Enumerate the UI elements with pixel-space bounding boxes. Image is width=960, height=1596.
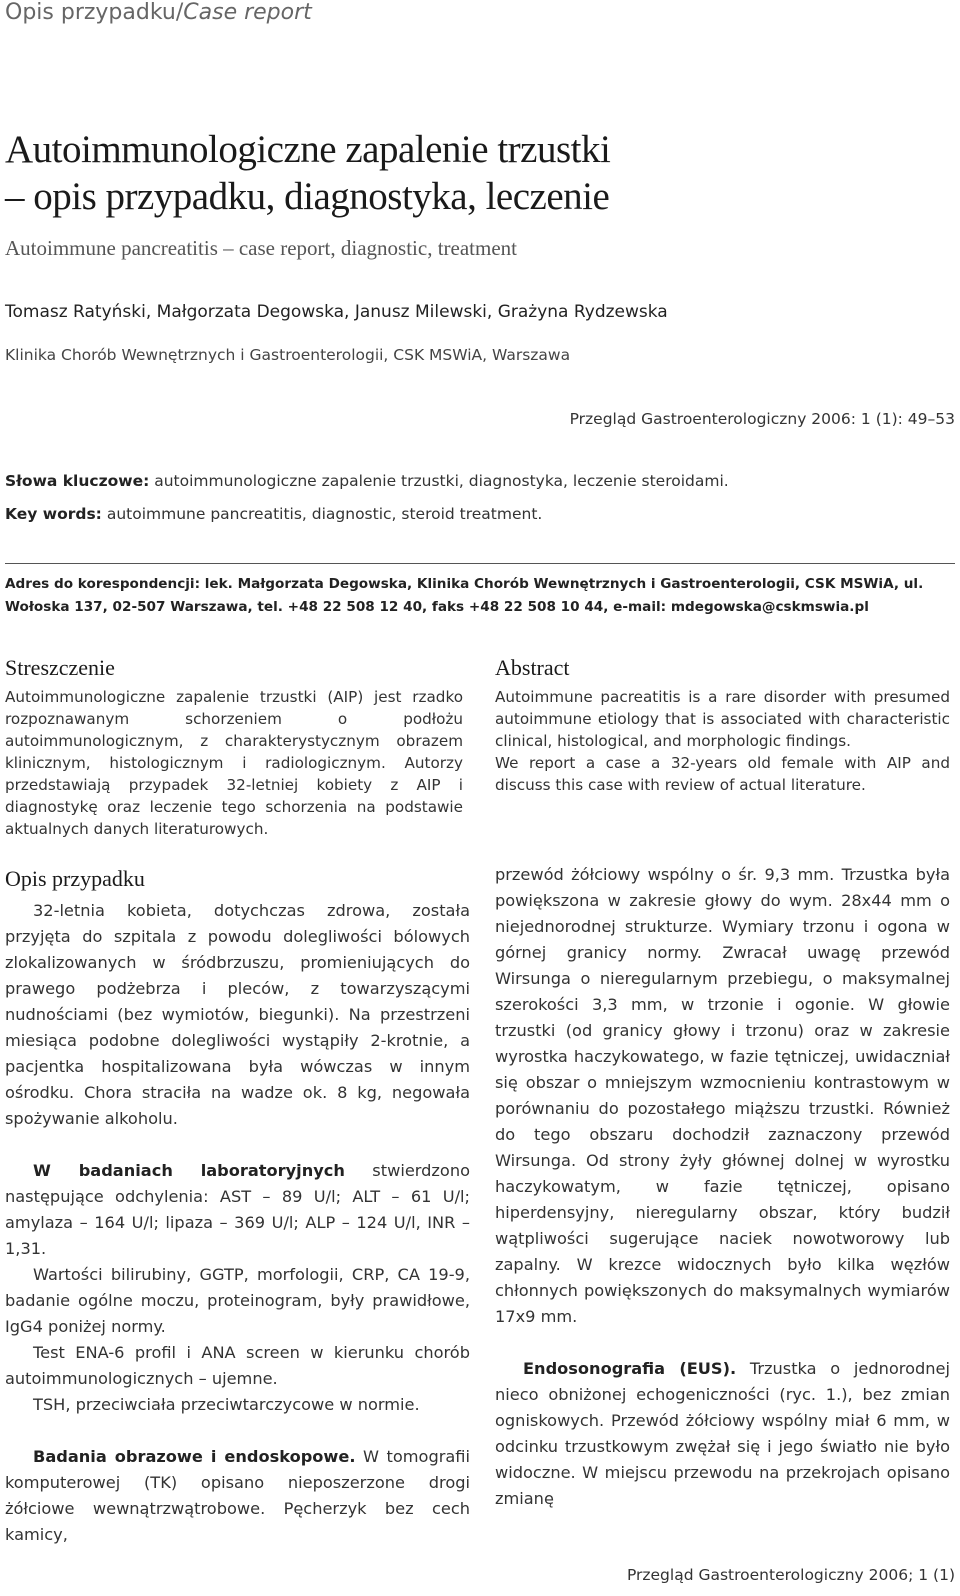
section-heading: Opis przypadku — [5, 866, 145, 891]
article-subtitle: Autoimmune pancreatitis – case report, diagnostic, treatment — [5, 236, 517, 260]
abstract-en-paragraph: We report a case a 32-years old female with AIP and discuss this case with review of actual literature. — [495, 754, 950, 794]
keywords-pl-text: autoimmunologiczne zapalenie trzustki, diagnostyka, leczenie steroidami. — [149, 472, 729, 490]
body-paragraph — [495, 1356, 950, 1512]
body-column-left — [5, 898, 470, 1548]
body-paragraph: Wartości bilirubiny, GGTP, morfologii, CRP, CA 19-9, badanie ogólne moczu, proteinogram, były prawidłowe, IgG4 poniżej normy. — [5, 1265, 470, 1336]
author-list: Tomasz Ratyński, Małgorzata Degowska, Janusz Milewski, Grażyna Rydzewska — [5, 302, 668, 322]
body-paragraph: przewód żółciowy wspólny o śr. 9,3 mm. Trzustka była powiększona w zakresie głowy do wym. 28x44 mm o niejednorodnej strukturze. Wymiary trzonu i ogona w górnej granicy normy. Zwracał uwagę przewód Wirsunga o nieregularnym przebiegu, o maksymalnej szerokości 3,3 mm, w trzonie i ogonie. W głowie trzustki (od granicy głowy i trzonu) oraz w zakresie wyrostka haczykowatego, w fazie tętniczej, uwidaczniał się obszar o mniejszym wzmocnieniu kontrastowym w porównaniu do pozostałego miąższu trzustki. Również do tego obszaru dochodził zaznaczony przewód Wirsunga. Od strony żyły głównej dolnej w wyrostku haczykowatym, w fazie tętniczej, opisano hiperdensyjny, nieregularny obszar, który budził wątpliwości sugerujące naciek nowotworowy lub zapalny. W krezce widocznych było kilka węzłów chłonnych powiększonych do maksymalnych wymiarów 17x9 mm. — [495, 865, 950, 1326]
keywords-en-text: autoimmune pancreatitis, diagnostic, steroid treatment. — [101, 505, 543, 523]
body-paragraph: TSH, przeciwciała przeciwtarczycowe w normie. — [33, 1395, 420, 1414]
body-paragraph: 32-letnia kobieta, dotychczas zdrowa, została przyjęta do szpitala z powodu dolegliwości bólowych zlokalizowanych w śródbrzuszu, promieniujących do prawego podżebrza i pleców, z towarzyszącymi nudnościami (bez wymiotów, biegunki). Na przestrzeni miesiąca podobne dolegliwości wystąpiły 2-krotnie, a pacjentka hospitalizowana była wówczas w innym ośrodku. Chora straciła na wadze ok. 8 kg, negowała spożywanie alkoholu. — [5, 901, 470, 1128]
paragraph-text: W tomografii komputerowej (TK) opisano nieposzerzone drogi żółciowe wewnątrzwątrobowe. Pęcherzyk bez cech kamicy, — [5, 1447, 470, 1544]
divider — [5, 563, 955, 564]
section-label-en: Case report — [183, 0, 312, 25]
abstract-en-paragraph: Autoimmune pacreatitis is a rare disorder with presumed autoimmune etiology that is associated with characteristic clinical, histological, and morphologic findings. — [495, 688, 950, 750]
body-paragraph: Test ENA-6 profil i ANA screen w kierunku chorób autoimmunologicznych – ujemne. — [5, 1343, 470, 1388]
abstract-en-heading: Abstract — [495, 655, 570, 680]
paragraph-text: Trzustka o jednorodnej nieco obniżonej echogeniczności (ryc. 1.), bez zmian ogniskowych. Przewód żółciowy wspólny miał 6 mm, w odcinku trzustkowym zwężał się i jego światło nie było widoczne. W miejscu przewodu na przekrojach opisano zmianę — [495, 1359, 950, 1508]
title-line-1: Autoimmunologiczne zapalenie trzustki — [5, 128, 611, 171]
paragraph-text: stwierdzono następujące odchylenia: AST – 89 U/l; ALT – 61 U/l; amylaza – 164 U/l; lipaza – 369 U/l; ALP – 124 U/l, INR – 1,31. — [5, 1161, 470, 1258]
abstract-pl-body — [5, 686, 463, 840]
paragraph-lead: Endosonografia (EUS). — [523, 1359, 737, 1378]
section-label-pl: Opis przypadku/ — [5, 0, 184, 25]
title-line-2: – opis przypadku, diagnostyka, leczenie — [5, 175, 610, 218]
body-column-right — [495, 862, 950, 1512]
body-paragraph — [5, 1158, 470, 1262]
keywords-en — [5, 505, 542, 523]
body-paragraph — [5, 1444, 470, 1548]
paragraph-lead: W badaniach laboratoryjnych — [33, 1161, 345, 1180]
article-title — [5, 126, 945, 220]
journal-section-label — [5, 0, 312, 25]
keywords-pl — [5, 472, 729, 490]
correspondence-address: Adres do korespondencji: lek. Małgorzata Degowska, Klinika Chorób Wewnętrznych i Gastroenterologii, CSK MSWiA, ul. Wołoska 137, 02-507 Warszawa, tel. +48 22 508 12 40, faks +48 22 508 10 44, e-mail: mdegowska@cskmswia.pl — [5, 576, 924, 615]
paragraph-lead: Badania obrazowe i endoskopowe. — [33, 1447, 356, 1466]
abstract-pl-heading: Streszczenie — [5, 655, 115, 680]
abstract-en-body — [495, 686, 950, 796]
keywords-en-label: Key words: — [5, 505, 102, 523]
page-footer: Przegląd Gastroenterologiczny 2006; 1 (1) — [626, 1566, 955, 1584]
journal-citation: Przegląd Gastroenterologiczny 2006: 1 (1): 49–53 — [569, 410, 955, 428]
affiliation: Klinika Chorób Wewnętrznych i Gastroenterologii, CSK MSWiA, Warszawa — [5, 346, 571, 364]
abstract-pl-paragraph: Autoimmunologiczne zapalenie trzustki (AIP) jest rzadko rozpoznawanym schorzeniem o podłożu autoimmunologicznym, z charakterystycznym obrazem klinicznym, histologicznym i radiologicznym. Autorzy przedstawiają przypadek 32-letniej kobiety z AIP i diagnostykę oraz leczenie tego schorzenia na podstawie aktualnych danych literaturowych. — [5, 688, 463, 838]
keywords-pl-label: Słowa kluczowe: — [5, 472, 150, 490]
